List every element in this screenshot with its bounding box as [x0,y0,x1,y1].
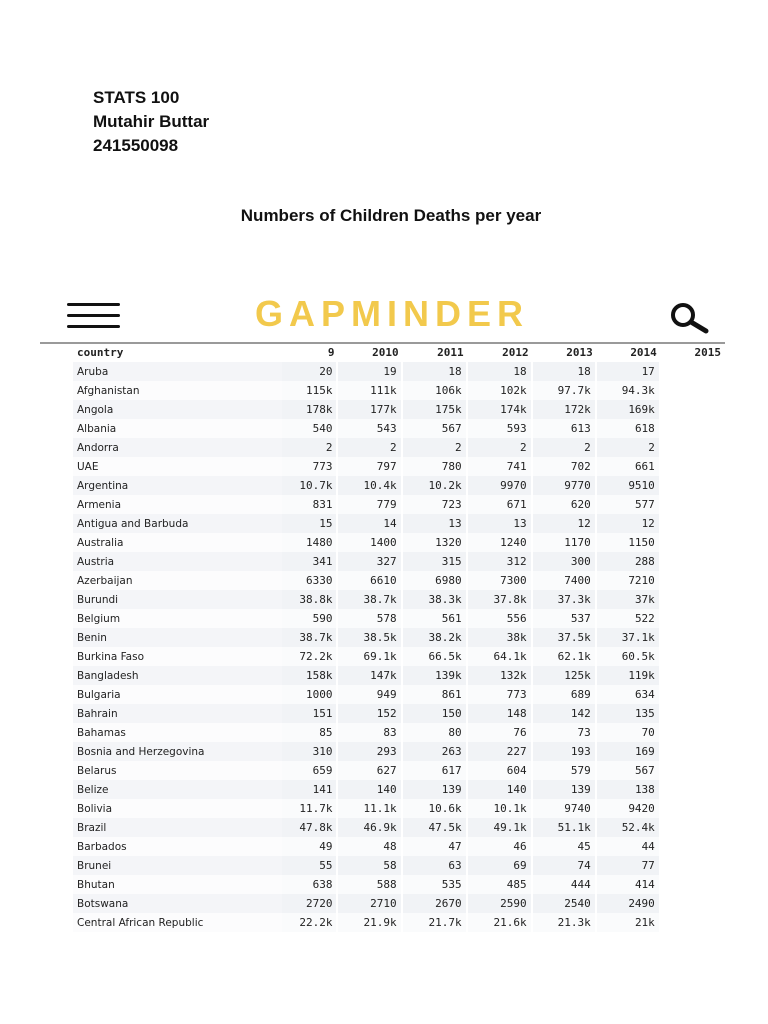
value-cell: 22.2k [282,913,338,932]
value-cell: 38.2k [403,628,468,647]
value-cell: 45 [533,837,597,856]
gapminder-logo: GAPMINDER [254,293,529,334]
value-cell: 135 [597,704,661,723]
value-cell: 797 [338,457,402,476]
value-cell: 6610 [338,571,402,590]
country-cell: Andorra [73,438,282,457]
value-cell: 723 [403,495,468,514]
value-cell: 142 [533,704,597,723]
value-cell: 227 [468,742,533,761]
value-cell: 588 [338,875,402,894]
value-cell: 13 [468,514,533,533]
value-cell: 540 [282,419,338,438]
value-cell: 671 [468,495,533,514]
value-cell: 2540 [533,894,597,913]
country-cell: Botswana [73,894,282,913]
value-cell: 62.1k [533,647,597,666]
search-icon[interactable] [668,302,712,334]
value-cell: 138 [597,780,661,799]
value-cell: 18 [533,362,597,381]
value-cell: 119k [597,666,661,685]
table-row [73,400,725,419]
value-cell: 780 [403,457,468,476]
value-cell: 48 [338,837,402,856]
value-cell: 51.1k [533,818,597,837]
value-cell: 288 [597,552,661,571]
value-cell: 38.8k [282,590,338,609]
value-cell: 6980 [403,571,468,590]
value-cell: 2 [597,438,661,457]
value-cell: 19 [338,362,402,381]
value-cell: 38k [468,628,533,647]
value-cell: 689 [533,685,597,704]
table-row [73,495,725,514]
value-cell: 140 [468,780,533,799]
value-cell: 949 [338,685,402,704]
value-cell: 150 [403,704,468,723]
value-cell: 577 [597,495,661,514]
table-row [73,761,725,780]
value-cell: 47 [403,837,468,856]
table-row [73,476,725,495]
value-cell: 604 [468,761,533,780]
value-cell: 38.3k [403,590,468,609]
value-cell: 37.3k [533,590,597,609]
value-cell: 172k [533,400,597,419]
value-cell: 593 [468,419,533,438]
gapminder-screenshot [40,283,725,933]
value-cell: 147k [338,666,402,685]
value-cell: 579 [533,761,597,780]
value-cell: 37.5k [533,628,597,647]
table-row [73,647,725,666]
value-cell: 102k [468,381,533,400]
value-cell: 522 [597,609,661,628]
table-row [73,894,725,913]
country-cell: Brazil [73,818,282,837]
value-cell: 177k [338,400,402,419]
value-cell: 66.5k [403,647,468,666]
value-cell: 9970 [468,476,533,495]
value-cell: 85 [282,723,338,742]
column-header-country[interactable]: country [77,346,124,359]
value-cell: 537 [533,609,597,628]
column-header-2010[interactable]: 2010 [372,346,399,359]
value-cell: 47.8k [282,818,338,837]
value-cell: 11.7k [282,799,338,818]
value-cell: 10.7k [282,476,338,495]
value-cell: 20 [282,362,338,381]
value-cell: 158k [282,666,338,685]
value-cell: 10.1k [468,799,533,818]
value-cell: 315 [403,552,468,571]
table-row [73,856,725,875]
value-cell: 293 [338,742,402,761]
country-cell: Bahrain [73,704,282,723]
column-header-2013[interactable]: 2013 [566,346,593,359]
value-cell: 175k [403,400,468,419]
country-cell: Central African Republic [73,913,282,932]
value-cell: 1150 [597,533,661,552]
document-header [93,86,209,158]
value-cell: 38.7k [338,590,402,609]
table-row [73,457,725,476]
student-name: Mutahir Buttar [93,112,210,131]
value-cell: 1400 [338,533,402,552]
country-cell: Bosnia and Herzegovina [73,742,282,761]
value-cell: 21.9k [338,913,402,932]
value-cell: 1170 [533,533,597,552]
value-cell: 21.6k [468,913,533,932]
table-header-row [73,343,725,362]
value-cell: 638 [282,875,338,894]
value-cell: 141 [282,780,338,799]
country-cell: Albania [73,419,282,438]
value-cell: 2 [282,438,338,457]
value-cell: 414 [597,875,661,894]
value-cell: 21.7k [403,913,468,932]
value-cell: 140 [338,780,402,799]
value-cell: 444 [533,875,597,894]
value-cell: 613 [533,419,597,438]
value-cell: 590 [282,609,338,628]
value-cell: 2710 [338,894,402,913]
value-cell: 174k [468,400,533,419]
value-cell: 111k [338,381,402,400]
value-cell: 485 [468,875,533,894]
value-cell: 58 [338,856,402,875]
value-cell: 1320 [403,533,468,552]
country-cell: Barbados [73,837,282,856]
value-cell: 14 [338,514,402,533]
value-cell: 18 [403,362,468,381]
value-cell: 46 [468,837,533,856]
value-cell: 38.7k [282,628,338,647]
value-cell: 561 [403,609,468,628]
country-cell: Bhutan [73,875,282,894]
value-cell: 1480 [282,533,338,552]
value-cell: 741 [468,457,533,476]
country-cell: Bangladesh [73,666,282,685]
value-cell: 70 [597,723,661,742]
table-row [73,818,725,837]
country-cell: Antigua and Barbuda [73,514,282,533]
value-cell: 535 [403,875,468,894]
value-cell: 263 [403,742,468,761]
country-cell: Belgium [73,609,282,628]
value-cell: 115k [282,381,338,400]
value-cell: 7210 [597,571,661,590]
country-cell: Burundi [73,590,282,609]
value-cell: 773 [282,457,338,476]
table-row [73,780,725,799]
value-cell: 15 [282,514,338,533]
value-cell: 578 [338,609,402,628]
value-cell: 831 [282,495,338,514]
value-cell: 72.2k [282,647,338,666]
country-cell: Belarus [73,761,282,780]
value-cell: 37.8k [468,590,533,609]
table-row [73,685,725,704]
value-cell: 55 [282,856,338,875]
value-cell: 77 [597,856,661,875]
value-cell: 178k [282,400,338,419]
value-cell: 125k [533,666,597,685]
value-cell: 21.3k [533,913,597,932]
value-cell: 49 [282,837,338,856]
value-cell: 44 [597,837,661,856]
document-title: Numbers of Children Deaths per year [240,206,542,225]
value-cell: 779 [338,495,402,514]
value-cell: 2720 [282,894,338,913]
value-cell: 13 [403,514,468,533]
table-row [73,533,725,552]
country-cell: Austria [73,552,282,571]
table-row [73,552,725,571]
country-cell: Burkina Faso [73,647,282,666]
value-cell: 341 [282,552,338,571]
value-cell: 9770 [533,476,597,495]
country-cell: Belize [73,780,282,799]
value-cell: 139 [403,780,468,799]
value-cell: 94.3k [597,381,661,400]
country-cell: Azerbaijan [73,571,282,590]
value-cell: 83 [338,723,402,742]
country-cell: Aruba [73,362,282,381]
student-id: 241550098 [93,136,179,155]
value-cell: 567 [597,761,661,780]
value-cell: 617 [403,761,468,780]
value-cell: 618 [597,419,661,438]
value-cell: 2 [403,438,468,457]
gapminder-top-bar [67,288,725,340]
value-cell: 9740 [533,799,597,818]
value-cell: 37.1k [597,628,661,647]
country-cell: Bahamas [73,723,282,742]
country-cell: Angola [73,400,282,419]
value-cell: 567 [403,419,468,438]
value-cell: 106k [403,381,468,400]
value-cell: 627 [338,761,402,780]
value-cell: 1240 [468,533,533,552]
value-cell: 132k [468,666,533,685]
table-row [73,571,725,590]
table-row [73,704,725,723]
value-cell: 543 [338,419,402,438]
table-row [73,913,725,932]
value-cell: 556 [468,609,533,628]
table-row [73,742,725,761]
value-cell: 60.5k [597,647,661,666]
country-cell: Australia [73,533,282,552]
table-row [73,837,725,856]
value-cell: 10.2k [403,476,468,495]
table-row [73,514,725,533]
value-cell: 659 [282,761,338,780]
value-cell: 12 [597,514,661,533]
country-cell: Bulgaria [73,685,282,704]
table-row [73,875,725,894]
table-row [73,723,725,742]
value-cell: 169k [597,400,661,419]
value-cell: 52.4k [597,818,661,837]
column-header-2011[interactable]: 2011 [437,346,464,359]
value-cell: 10.4k [338,476,402,495]
value-cell: 1000 [282,685,338,704]
value-cell: 80 [403,723,468,742]
country-cell: UAE [73,457,282,476]
data-table [73,343,725,932]
value-cell: 7400 [533,571,597,590]
column-header-2015[interactable]: 2015 [694,346,721,359]
value-cell: 6330 [282,571,338,590]
value-cell: 47.5k [403,818,468,837]
value-cell: 97.7k [533,381,597,400]
value-cell: 620 [533,495,597,514]
value-cell: 139k [403,666,468,685]
value-cell: 76 [468,723,533,742]
column-header-2012[interactable]: 2012 [502,346,529,359]
country-cell: Argentina [73,476,282,495]
country-cell: Brunei [73,856,282,875]
value-cell: 702 [533,457,597,476]
value-cell: 73 [533,723,597,742]
value-cell: 11.1k [338,799,402,818]
table-row [73,590,725,609]
country-cell: Afghanistan [73,381,282,400]
value-cell: 773 [468,685,533,704]
table-row [73,381,725,400]
value-cell: 2670 [403,894,468,913]
value-cell: 151 [282,704,338,723]
value-cell: 49.1k [468,818,533,837]
value-cell: 37k [597,590,661,609]
course-label: STATS 100 [93,88,180,107]
value-cell: 310 [282,742,338,761]
table-row [73,438,725,457]
table-row [73,362,725,381]
value-cell: 2 [533,438,597,457]
value-cell: 17 [597,362,661,381]
value-cell: 2 [338,438,402,457]
value-cell: 169 [597,742,661,761]
value-cell: 2490 [597,894,661,913]
country-cell: Armenia [73,495,282,514]
column-header-2014[interactable]: 2014 [630,346,657,359]
column-header-9[interactable]: 9 [327,346,335,359]
value-cell: 300 [533,552,597,571]
table-body [73,362,725,932]
country-cell: Bolivia [73,799,282,818]
value-cell: 634 [597,685,661,704]
value-cell: 46.9k [338,818,402,837]
value-cell: 38.5k [338,628,402,647]
value-cell: 9420 [597,799,661,818]
value-cell: 661 [597,457,661,476]
value-cell: 861 [403,685,468,704]
value-cell: 69 [468,856,533,875]
value-cell: 63 [403,856,468,875]
value-cell: 9510 [597,476,661,495]
table-row [73,628,725,647]
value-cell: 10.6k [403,799,468,818]
table-row [73,799,725,818]
table-row [73,666,725,685]
value-cell: 152 [338,704,402,723]
value-cell: 327 [338,552,402,571]
value-cell: 21k [597,913,661,932]
value-cell: 7300 [468,571,533,590]
value-cell: 74 [533,856,597,875]
value-cell: 69.1k [338,647,402,666]
value-cell: 148 [468,704,533,723]
value-cell: 193 [533,742,597,761]
hamburger-menu-icon[interactable] [67,303,120,329]
table-row [73,419,725,438]
value-cell: 64.1k [468,647,533,666]
value-cell: 18 [468,362,533,381]
value-cell: 139 [533,780,597,799]
table-row [73,609,725,628]
country-cell: Benin [73,628,282,647]
value-cell: 312 [468,552,533,571]
value-cell: 2 [468,438,533,457]
value-cell: 12 [533,514,597,533]
value-cell: 2590 [468,894,533,913]
